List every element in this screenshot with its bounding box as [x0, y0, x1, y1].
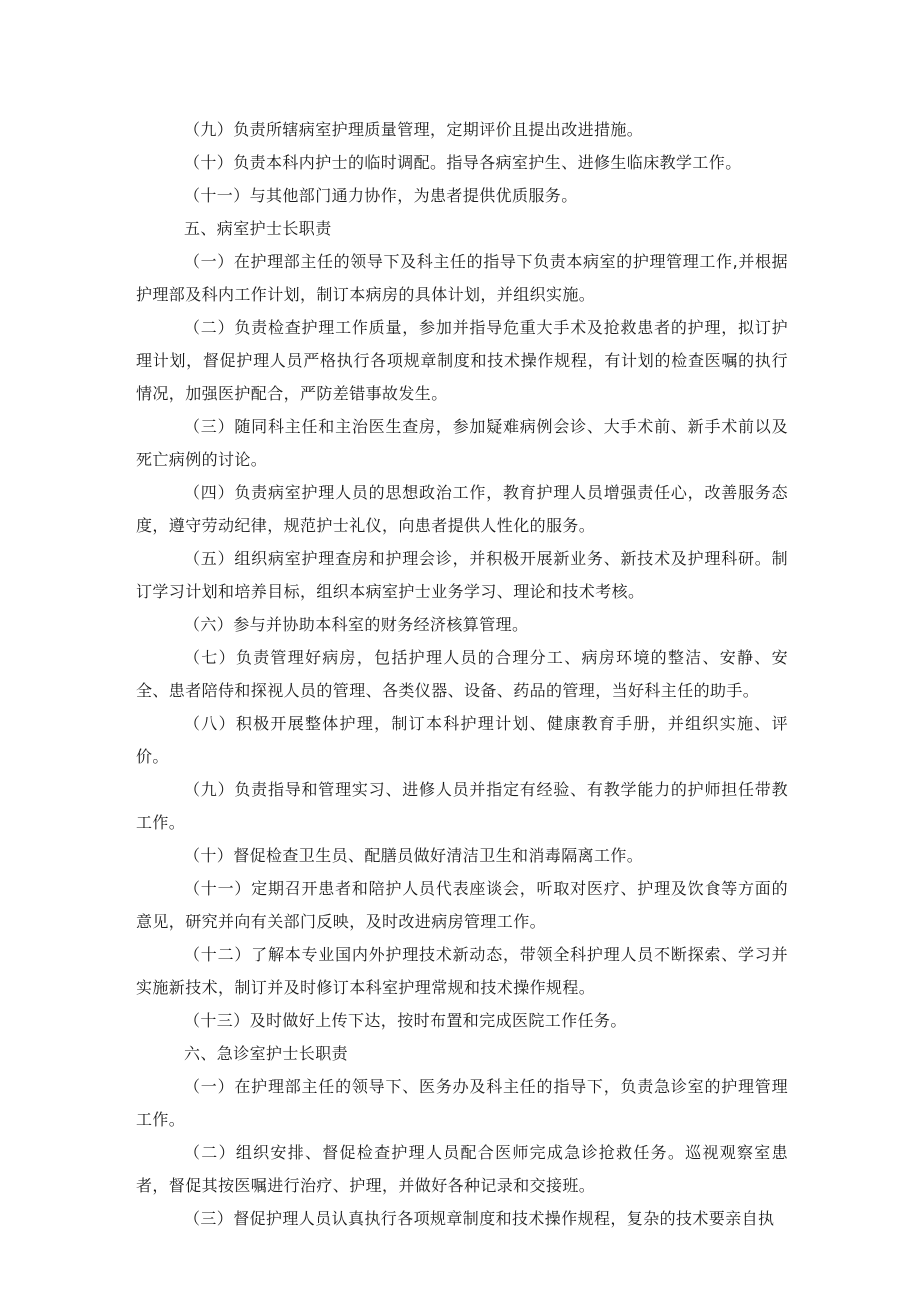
paragraph-item: （二）负责检查护理工作质量，参加并指导危重大手术及抢救患者的护理，拟订护理计划，督促护理人员严格执行各项规章制度和技术操作规程，有计划的检查医嘱的执行情况，加强医护配合，严防差错事故发生。 — [136, 318, 788, 403]
paragraph-item: （十一）与其他部门通力协作，为患者提供优质服务。 — [184, 186, 578, 205]
paragraph-item: （十三）及时做好上传下达，按时布置和完成医院工作任务。 — [184, 1011, 627, 1030]
paragraph-item: （八）积极开展整体护理，制订本科护理计划、健康教育手册，并组织实施、评价。 — [136, 714, 788, 766]
section-heading: 五、病室护士长职责 — [184, 219, 332, 238]
paragraph-item: （七）负责管理好病房，包括护理人员的合理分工、病房环境的整洁、安静、安全、患者陪侍和探视人员的管理、各类仪器、设备、药品的管理，当好科主任的助手。 — [136, 648, 788, 700]
paragraph-item: （三）随同科主任和主治医生查房，参加疑难病例会诊、大手术前、新手术前以及死亡病例的讨论。 — [136, 417, 788, 469]
paragraph-item: （一）在护理部主任的领导下、医务办及科主任的指导下，负责急诊室的护理管理工作。 — [136, 1077, 788, 1129]
paragraph-item: （二）组织安排、督促检查护理人员配合医师完成急诊抢救任务。巡视观察室患者，督促其按医嘱进行治疗、护理，并做好各种记录和交接班。 — [136, 1143, 788, 1195]
paragraph-item: （十）督促检查卫生员、配膳员做好清洁卫生和消毒隔离工作。 — [184, 846, 644, 865]
paragraph-item: （十二）了解本专业国内外护理技术新动态，带领全科护理人员不断探索、学习并实施新技术，制订并及时修订本科室护理常规和技术操作规程。 — [136, 945, 788, 997]
paragraph-item: （九）负责指导和管理实习、进修人员并指定有经验、有教学能力的护师担任带教工作。 — [136, 780, 788, 832]
section-heading: 六、急诊室护士长职责 — [184, 1044, 349, 1063]
paragraph-item: （一）在护理部主任的领导下及科主任的指导下负责本病室的护理管理工作,并根据护理部及科内工作计划，制订本病房的具体计划，并组织实施。 — [136, 252, 788, 304]
paragraph-item: （四）负责病室护理人员的思想政治工作，教育护理人员增强责任心，改善服务态度，遵守劳动纪律，规范护士礼仪，向患者提供人性化的服务。 — [136, 483, 788, 535]
paragraph-item: （九）负责所辖病室护理质量管理，定期评价且提出改进措施。 — [184, 120, 644, 139]
paragraph-item: （五）组织病室护理查房和护理会诊，并积极开展新业务、新技术及护理科研。制订学习计划和培养目标，组织本病室护士业务学习、理论和技术考核。 — [136, 549, 788, 601]
paragraph-item: （三）督促护理人员认真执行各项规章制度和技术操作规程，复杂的技术要亲自执 — [184, 1209, 775, 1228]
document-body — [136, 113, 788, 1235]
paragraph-item: （十一）定期召开患者和陪护人员代表座谈会，听取对医疗、护理及饮食等方面的意见，研究并向有关部门反映，及时改进病房管理工作。 — [136, 879, 788, 931]
paragraph-item: （十）负责本科内护士的临时调配。指导各病室护生、进修生临床教学工作。 — [184, 153, 742, 172]
paragraph-item: （六）参与并协助本科室的财务经济核算管理。 — [184, 615, 529, 634]
